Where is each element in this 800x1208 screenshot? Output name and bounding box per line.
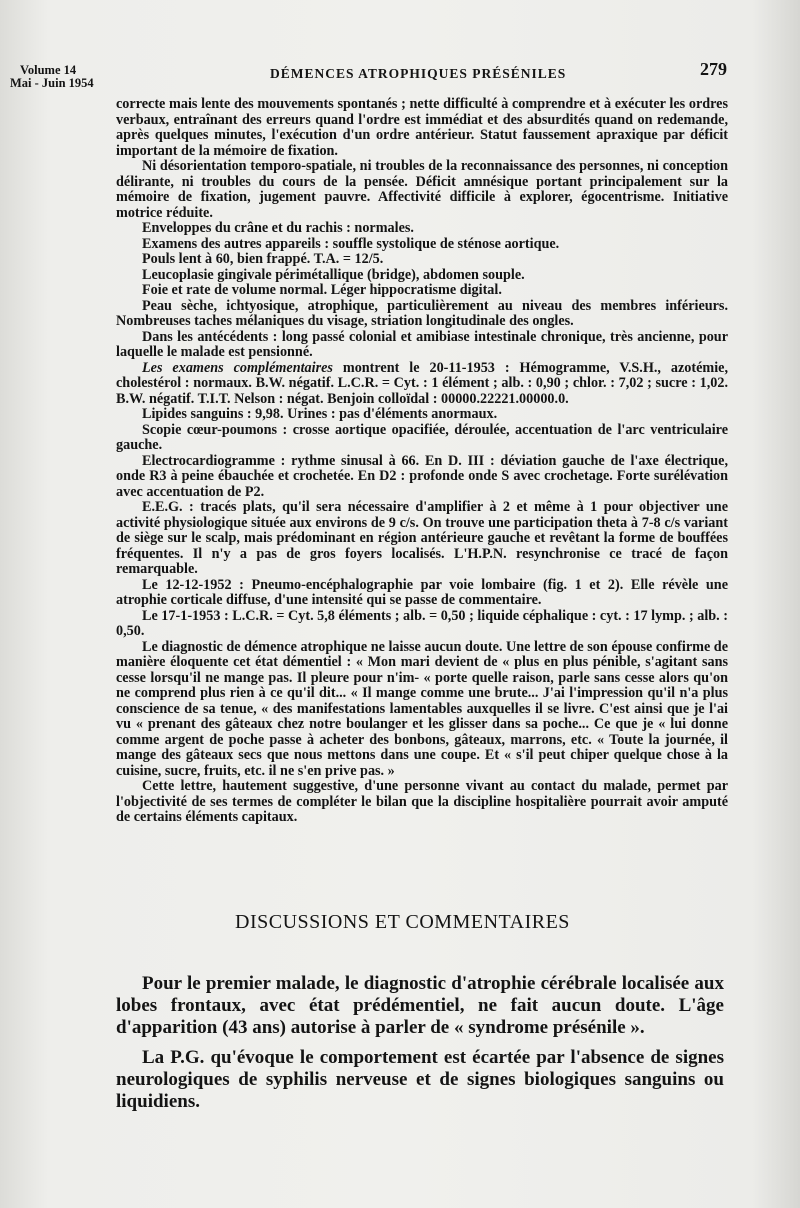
paragraph: Peau sèche, ichtyosique, atrophique, particulièrement au niveau des membres inférieurs. Nombreuses taches mélaniques du visage, striation longitudinale des ongles. xyxy=(116,297,728,329)
exam-text: montrent le 20-11-1953 : Hémogramme, V.S.H., azotémie, cholestérol : normaux. B.W. négatif. L.C.R. = Cyt. : 1 élément ; alb. : 0,90 ; chlor. : 7,02 ; sucre : 1,02. B.W. négatif. T.I.T. Nelson : négat. Benjoin colloïdal : 00000.22221.00000.0. xyxy=(116,359,729,407)
paragraph: Dans les antécédents : long passé colonial et amibiase intestinale chronique, très ancienne, pour laquelle le malade est pensionné. xyxy=(116,328,728,360)
page-number: 279 xyxy=(700,59,727,79)
paragraph: Le diagnostic de démence atrophique ne laisse aucun doute. Une lettre de son épouse confirme de manière éloquente cet état démentiel : « Mon mari devient de « plus en plus pénible, s'agitant sans cesse lorsqu'il ne mange pas. Il pleure pour n'im- « porte quelle raison, parle sans cesse alors qu'on ne comprend plus rien à ce qu'il dit... « Il mange comme une brute... J'ai l'impression qu'il n'a plus conscience de sa tenue, « des manifestations lamentables auxquelles il se livre. C'est ainsi que je l'ai vu « prenant des gâteaux chez notre boulanger et les glisser dans sa poche... Ce que je « lui donne comme argent de poche passe à acheter des bonbons, gâteaux, marrons, etc. « Toute la journée, il mange des gâteaux secs que nous mettons dans une coupe. Et « s'il peut chiper quelque chose à la cuisine, sucre, fruits, etc. il ne s'en prive pas. » xyxy=(116,638,728,779)
volume-info xyxy=(10,64,94,90)
paragraph: La P.G. qu'évoque le comportement est écartée par l'absence de signes neurologiques de syphilis nerveuse et de signes biologiques sanguins ou liquidiens. xyxy=(116,1047,724,1112)
paragraph: Le 12-12-1952 : Pneumo-encéphalographie par voie lombaire (fig. 1 et 2). Elle révèle une atrophie corticale diffuse, d'une intensité qui se passe de commentaire. xyxy=(116,576,728,608)
case-report-body xyxy=(116,97,728,826)
section-heading: DISCUSSIONS ET COMMENTAIRES xyxy=(235,911,570,933)
paragraph: Examens des autres appareils : souffle systolique de sténose aortique. xyxy=(142,235,560,252)
discussion-body xyxy=(116,973,724,1121)
paragraph xyxy=(116,361,728,408)
running-title: DÉMENCES ATROPHIQUES PRÉSÉNILES xyxy=(270,66,567,81)
issue-date: Mai - Juin 1954 xyxy=(10,76,94,90)
paragraph: Scopie cœur-poumons : crosse aortique opacifiée, déroulée, accentuation de l'arc ventriculaire gauche. xyxy=(116,421,728,453)
paragraph: Enveloppes du crâne et du rachis : normales. xyxy=(142,220,414,236)
paragraph: E.E.G. : tracés plats, qu'il sera nécessaire d'amplifier à 2 et même à 1 pour objectiver une activité physiologique située aux environs de 9 c/s. On trouve une participation theta à 7-8 c/s variant de siège sur le scalp, mais prédominant en région antérieure gauche et revêtant la forme de bouffées fréquentes. Il n'y a pas de gros foyers localisés. L'H.P.N. resynchronise ce tracé de façon remarquable. xyxy=(116,499,728,577)
paragraph: Pouls lent à 60, bien frappé. T.A. = 12/5. xyxy=(142,251,384,267)
paragraph: Ni désorientation temporo-spatiale, ni troubles de la reconnaissance des personnes, ni conception délirante, ni troubles du cours de la pensée. Déficit amnésique portant principalement sur la mémoire de fixation, jugement pauvre. Affectivité difficile à explorer, égocentrisme. Initiative motrice réduite. xyxy=(116,158,728,221)
paragraph: correcte mais lente des mouvements spontanés ; nette difficulté à comprendre et à exécuter les ordres verbaux, entraînant des erreurs quand l'ordre est immédiat et des absurdités quand on redemande, après quelques minutes, l'exécution d'un ordre antérieur. Statut faussement apraxique par déficit important de la mémoire de fixation. xyxy=(116,96,728,159)
exam-heading: Les examens complémentaires xyxy=(142,359,333,376)
paragraph: Lipides sanguins : 9,98. Urines : pas d'éléments anormaux. xyxy=(142,406,498,422)
paragraph: Cette lettre, hautement suggestive, d'une personne vivant au contact du malade, permet par l'objectivité de ses termes de compléter le bilan que la discipline hospitalière pourrait avoir amputé de certains éléments capitaux. xyxy=(116,778,728,825)
paragraph: Pour le premier malade, le diagnostic d'atrophie cérébrale localisée aux lobes frontaux, avec état prédémentiel, ne fait aucun doute. L'âge d'apparition (43 ans) autorise à parler de « syndrome présénile ». xyxy=(116,973,724,1038)
paragraph: Foie et rate de volume normal. Léger hippocratisme digital. xyxy=(142,282,502,298)
paragraph: Leucoplasie gingivale périmétallique (bridge), abdomen souple. xyxy=(142,266,525,283)
volume-number: Volume 14 xyxy=(20,63,77,77)
paragraph: Electrocardiogramme : rythme sinusal à 66. En D. III : déviation gauche de l'axe électrique, onde R3 à peine ébauchée et crochetée. En D2 : profonde onde S avec crochetage. Forte surélévation avec accentuation de P2. xyxy=(116,452,728,500)
paragraph: Le 17-1-1953 : L.C.R. = Cyt. 5,8 éléments ; alb. = 0,50 ; liquide céphalique : cyt. : 17 lymp. ; alb. : 0,50. xyxy=(116,607,729,639)
